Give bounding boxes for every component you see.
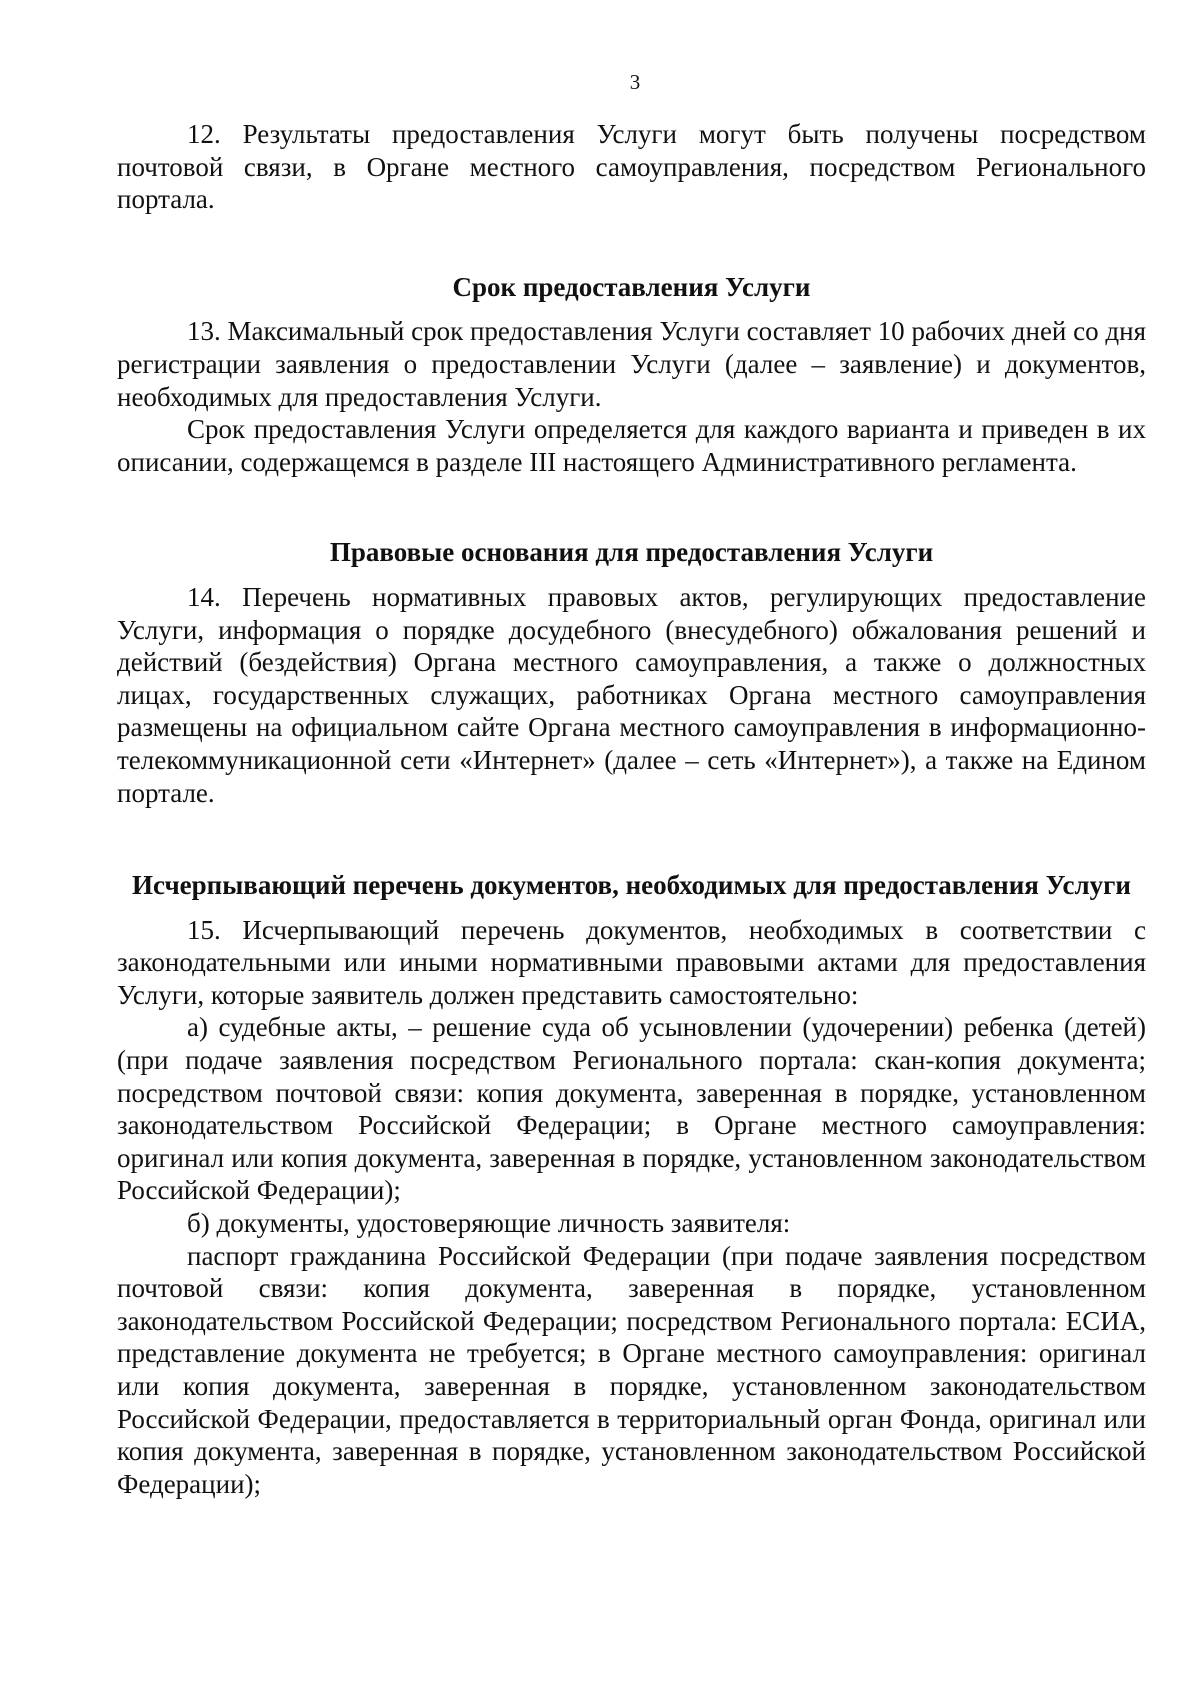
paragraph-14: 14. Перечень нормативных правовых актов, регулирующих предоставление Услуги, информация о порядке досудебного (внесудебного) обжалования решений и действий (бездействия) Органа местного самоуправления, а также о должностных лицах, государственных служащих, работниках Органа местного самоуправления размещены на официальном сайте Органа местного самоуправления в информационно-телекоммуникационной сети «Интернет» (далее – сеть «Интернет»), а также на Едином портале.	[117, 581, 1146, 808]
paragraph-13: 13. Максимальный срок предоставления Услуги составляет 10 рабочих дней со дня регистрации заявления о предоставлении Услуги (далее – заявление) и документов, необходимых для предоставления Услуги.	[117, 316, 1146, 412]
paragraph-15-item-a: а) судебные акты, – решение суда об усыновлении (удочерении) ребенка (детей) (при подаче заявления посредством Регионального портала: скан-копия документа; посредством почтовой связи: копия документа, заверенная в порядке, установленном законодательством Российской Федерации; в Органе местного самоуправления: оригинал или копия документа, заверенная в порядке, установленном законодательством Российской Федерации);	[117, 1012, 1146, 1206]
heading-legal-grounds: Правовые основания для предоставления Услуги	[329, 537, 934, 568]
page-number: 3	[629, 70, 641, 94]
paragraph-15-item-b: б) документы, удостоверяющие личность заявителя:	[187, 1208, 791, 1239]
document-body	[117, 118, 1146, 1500]
paragraph-15-passport: паспорт гражданина Российской Федерации (при подаче заявления посредством почтовой связи: копия документа, заверенная в порядке, установленном законодательством Российской Федерации; посредством Регионального портала: ЕСИА, представление документа не требуется; в Органе местного самоуправления: оригинал или копия документа, заверенная в порядке, установленном законодательством Российской Федерации, предоставляется в территориальный орган Фонда, оригинал или копия документа, заверенная в порядке, установленном законодательством Российской Федерации);	[117, 1240, 1146, 1499]
paragraph-12: 12. Результаты предоставления Услуги могут быть получены посредством почтовой связи, в Органе местного самоуправления, посредством Регионального портала.	[117, 119, 1146, 215]
heading-service-term: Срок предоставления Услуги	[452, 271, 811, 302]
paragraph-13-continued: Срок предоставления Услуги определяется для каждого варианта и приведен в их описании, содержащемся в разделе III настоящего Административного регламента.	[117, 414, 1146, 477]
paragraph-15: 15. Исчерпывающий перечень документов, необходимых в соответствии с законодательными или иными нормативными правовыми актами для предоставления Услуги, которые заявитель должен представить самостоятельно:	[117, 914, 1146, 1010]
heading-documents-list: Исчерпывающий перечень документов, необходимых для предоставления Услуги	[132, 870, 1131, 901]
